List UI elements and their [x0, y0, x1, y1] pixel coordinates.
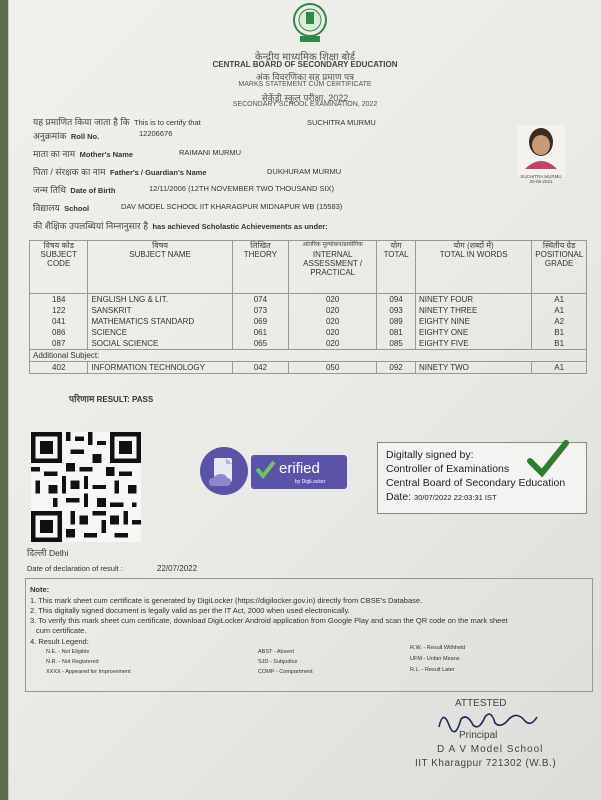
school-label: विद्यालय School	[33, 203, 90, 213]
exam-title-hindi: सेकेंड्री स्कूल परीक्षा, 2022	[261, 93, 349, 103]
legend-rl: R.L. - Result Later	[410, 667, 455, 673]
marks-table	[29, 240, 587, 374]
legend-xxxx: XXXX - Appeared for Improvement	[46, 669, 131, 675]
place: दिल्ली Delhi	[27, 548, 69, 558]
notes-box	[25, 578, 593, 692]
col-internal: आंतरिक मूल्यांकन/प्रायोगिक INTERNAL ASSESSMENT / PRACTICAL	[289, 241, 377, 294]
school-stamp-name: D A V Model School	[437, 744, 544, 755]
legend-comp: COMP - Compartment	[258, 669, 313, 675]
col-positional-grade: स्थितीय ग्रेड POSITIONAL GRADE	[532, 241, 587, 294]
col-theory: लिखित THEORY	[232, 241, 288, 294]
legend-nr: N.R. - Not Registered	[46, 659, 99, 665]
attested-stamp: ATTESTED	[455, 698, 507, 709]
board-name-hindi: केन्द्रीय माध्यमिक शिक्षा बोर्ड	[255, 52, 355, 63]
note-4: 4. Result Legend:	[30, 637, 89, 646]
digital-signature-box	[377, 442, 587, 514]
badge-text: erified	[279, 460, 320, 477]
result-line: परिणाम RESULT: PASS	[69, 394, 154, 404]
certificate-title-english: MARKS STATEMENT CUM CERTIFICATE	[238, 81, 372, 88]
marksheet-paper	[8, 0, 601, 800]
notes-title: Note:	[30, 585, 50, 594]
roll-label: अनुक्रमांक Roll No.	[33, 131, 100, 141]
col-subject-name: विषय SUBJECT NAME	[88, 241, 232, 294]
school-name: DAV MODEL SCHOOL IIT KHARAGPUR MIDNAPUR WB (15583)	[121, 202, 343, 211]
declaration-date: 22/07/2022	[157, 564, 198, 573]
note-2: 2. This digitally signed document is legally valid as per the IT Act, 2000 when used electronically.	[30, 606, 350, 615]
mother-name: RAIMANI MURMU	[179, 148, 242, 157]
photo-date: 20-06-2021	[529, 179, 553, 184]
exam-title-english: SECONDARY SCHOOL EXAMINATION, 2022	[232, 101, 378, 108]
badge-subtext: by DigiLocker	[295, 479, 326, 485]
table-row: 086 SCIENCE 061 020 081 EIGHTY ONE B1	[30, 327, 587, 338]
cbse-emblem-icon	[292, 2, 328, 44]
col-total: योग TOTAL	[377, 241, 416, 294]
col-subject-code: विषय कोड SUBJECT CODE	[30, 241, 88, 294]
verified-badge-icon	[199, 446, 347, 496]
student-photo	[517, 125, 565, 184]
legend-ne: N.E. - Not Eligible	[46, 649, 90, 655]
note-3: 3. To verify this mark sheet cum certificate, download DigiLocker Android application from Google Play and scan the QR code on the mark sheet	[30, 616, 508, 625]
table-row: 402 INFORMATION TECHNOLOGY 042 050 092 NINETY TWO A1	[30, 362, 587, 374]
school-stamp-address: IIT Kharagpur 721302 (W.B.)	[415, 758, 557, 769]
check-icon	[526, 439, 570, 479]
signed-by-label: Digitally signed by:	[386, 449, 474, 461]
legend-ufm: UFM - Unfair Means	[410, 656, 460, 662]
father-name: DUKHURAM MURMU	[267, 167, 342, 176]
note-1: 1. This mark sheet cum certificate is generated by DigiLocker (https://digilocker.gov.in) directly from CBSE's Database.	[30, 596, 423, 605]
marks-table-header	[30, 241, 587, 294]
col-total-in-words: योग (शब्दों में) TOTAL IN WORDS	[415, 241, 531, 294]
additional-subject-row: Additional Subject:	[30, 350, 587, 362]
signer-org: Central Board of Secondary Education	[386, 477, 566, 489]
signer-title: Controller of Examinations	[386, 463, 510, 475]
student-name: SUCHITRA MURMU	[307, 118, 376, 127]
principal-title: Principal	[459, 730, 498, 741]
board-name-english: CENTRAL BOARD OF SECONDARY EDUCATION	[212, 60, 398, 69]
legend-sjd: SJD - Subjudice	[258, 659, 298, 665]
dob-label: जन्म तिथि Date of Birth	[33, 185, 116, 195]
digilocker-verified-badge	[199, 446, 347, 496]
certificate-title-hindi: अंक विवरणिका सह प्रमाण पत्र	[255, 72, 355, 82]
table-row: 087 SOCIAL SCIENCE 065 020 085 EIGHTY FIVE B1	[30, 338, 587, 350]
legend-rw: R.W. - Result Withheld	[410, 645, 466, 651]
note-3-cont: cum certificate.	[36, 626, 87, 635]
table-row: 041 MATHEMATICS STANDARD 069 020 089 EIGHTY NINE A2	[30, 316, 587, 327]
certify-line: यह प्रमाणित किया जाता है कि This is to certify that	[33, 117, 201, 127]
achievement-line: की शैक्षिक उपलब्धियां निम्नानुसार है has achieved Scholastic Achievements as under:	[33, 221, 328, 231]
father-label: पिता / संरक्षक का नाम Father's / Guardian's Name	[33, 167, 207, 177]
legend-abst: ABST - Absent	[258, 649, 294, 655]
signature-date: Date: 30/07/2022 22:03:31 IST	[386, 491, 497, 503]
photo-caption: SUCHITRA MURMU	[520, 174, 562, 179]
table-row: 184 ENGLISH LNG & LIT. 074 020 094 NINETY FOUR A1	[30, 294, 587, 306]
mother-label: माता का नाम Mother's Name	[33, 149, 134, 159]
declaration-label: Date of declaration of result :	[27, 564, 123, 573]
qr-code-icon[interactable]	[31, 432, 141, 542]
date-of-birth: 12/11/2006 (12TH NOVEMBER TWO THOUSAND SIX)	[149, 184, 335, 193]
student-photo-image	[517, 125, 565, 169]
table-row: 122 SANSKRIT 073 020 093 NINETY THREE A1	[30, 305, 587, 316]
roll-number: 12206676	[139, 129, 173, 138]
